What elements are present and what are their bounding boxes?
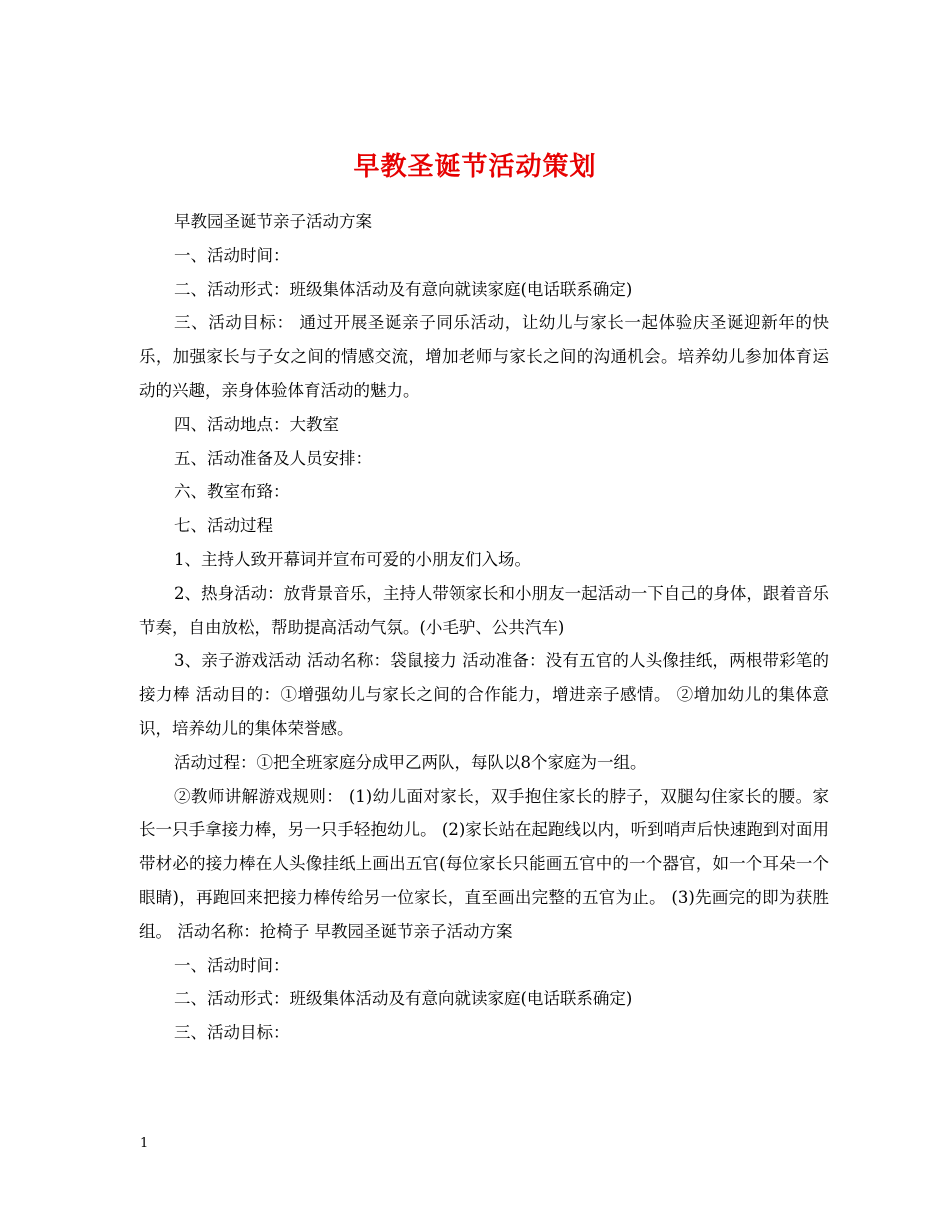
paragraph: 3、亲子游戏活动 活动名称：袋鼠接力 活动准备：没有五官的人头像挂纸，两根带彩笔的接力棒 活动目的：①增强幼儿与家长之间的合作能力，增进亲子感情。 ②增加幼儿的集体意识，培养幼儿的集体荣誉感。 [139,651,829,738]
paragraph: ②教师讲解游戏规则： (1)幼儿面对家长，双手抱住家长的脖子，双腿勾住家长的腰。家长一只手拿接力棒，另一只手轻抱幼儿。 (2)家长站在起跑线以内，听到哨声后快速跑到对面用带材必的接力棒在人头像挂纸上画出五官(每位家长只能画五官中的一个器官，如一个耳朵一个眼睛)，再跑回来把接力棒传给另一位家长，直至画出完整的五官为止。 (3)先画完的即为获胜组。 活动名称：抢椅子 早教园圣诞节亲子活动方案 [139,786,829,941]
paragraph: 二、活动形式：班级集体活动及有意向就读家庭(电话联系确定) [174,279,633,299]
paragraph: 四、活动地点：大教室 [174,414,339,434]
paragraph: 三、活动目标： [174,1023,290,1043]
paragraph: 1、主持人致开幕词并宣布可爱的小朋友们入场。 [174,549,531,569]
paragraph: 七、活动过程 [174,516,273,536]
paragraph: 一、活动时间： [174,955,290,975]
paragraph: 六、教室布臵： [174,482,290,502]
paragraph: 早教园圣诞节亲子活动方案 [174,212,372,231]
paragraph: 2、热身活动：放背景音乐，主持人带领家长和小朋友一起活动一下自己的身体，跟着音乐节奏，自由放松，帮助提高活动气氛。(小毛驴、公共汽车) [139,583,829,637]
paragraph: 活动过程：①把全班家庭分成甲乙两队，每队以8个家庭为一组。 [174,752,647,772]
paragraph: 二、活动形式：班级集体活动及有意向就读家庭(电话联系确定) [174,989,633,1009]
document-title: 早教圣诞节活动策划 [353,152,597,183]
page-number: 1 [140,1136,149,1151]
paragraph: 三、活动目标： 通过开展圣诞亲子同乐活动，让幼儿与家长一起体验庆圣诞迎新年的快乐，加强家长与子女之间的情感交流，增加老师与家长之间的沟通机会。培养幼儿参加体育运动的兴趣，亲身体验体育活动的魅力。 [139,313,829,400]
document-body [139,205,829,1050]
paragraph: 五、活动准备及人员安排： [174,448,372,468]
paragraph: 一、活动时间： [174,245,290,265]
